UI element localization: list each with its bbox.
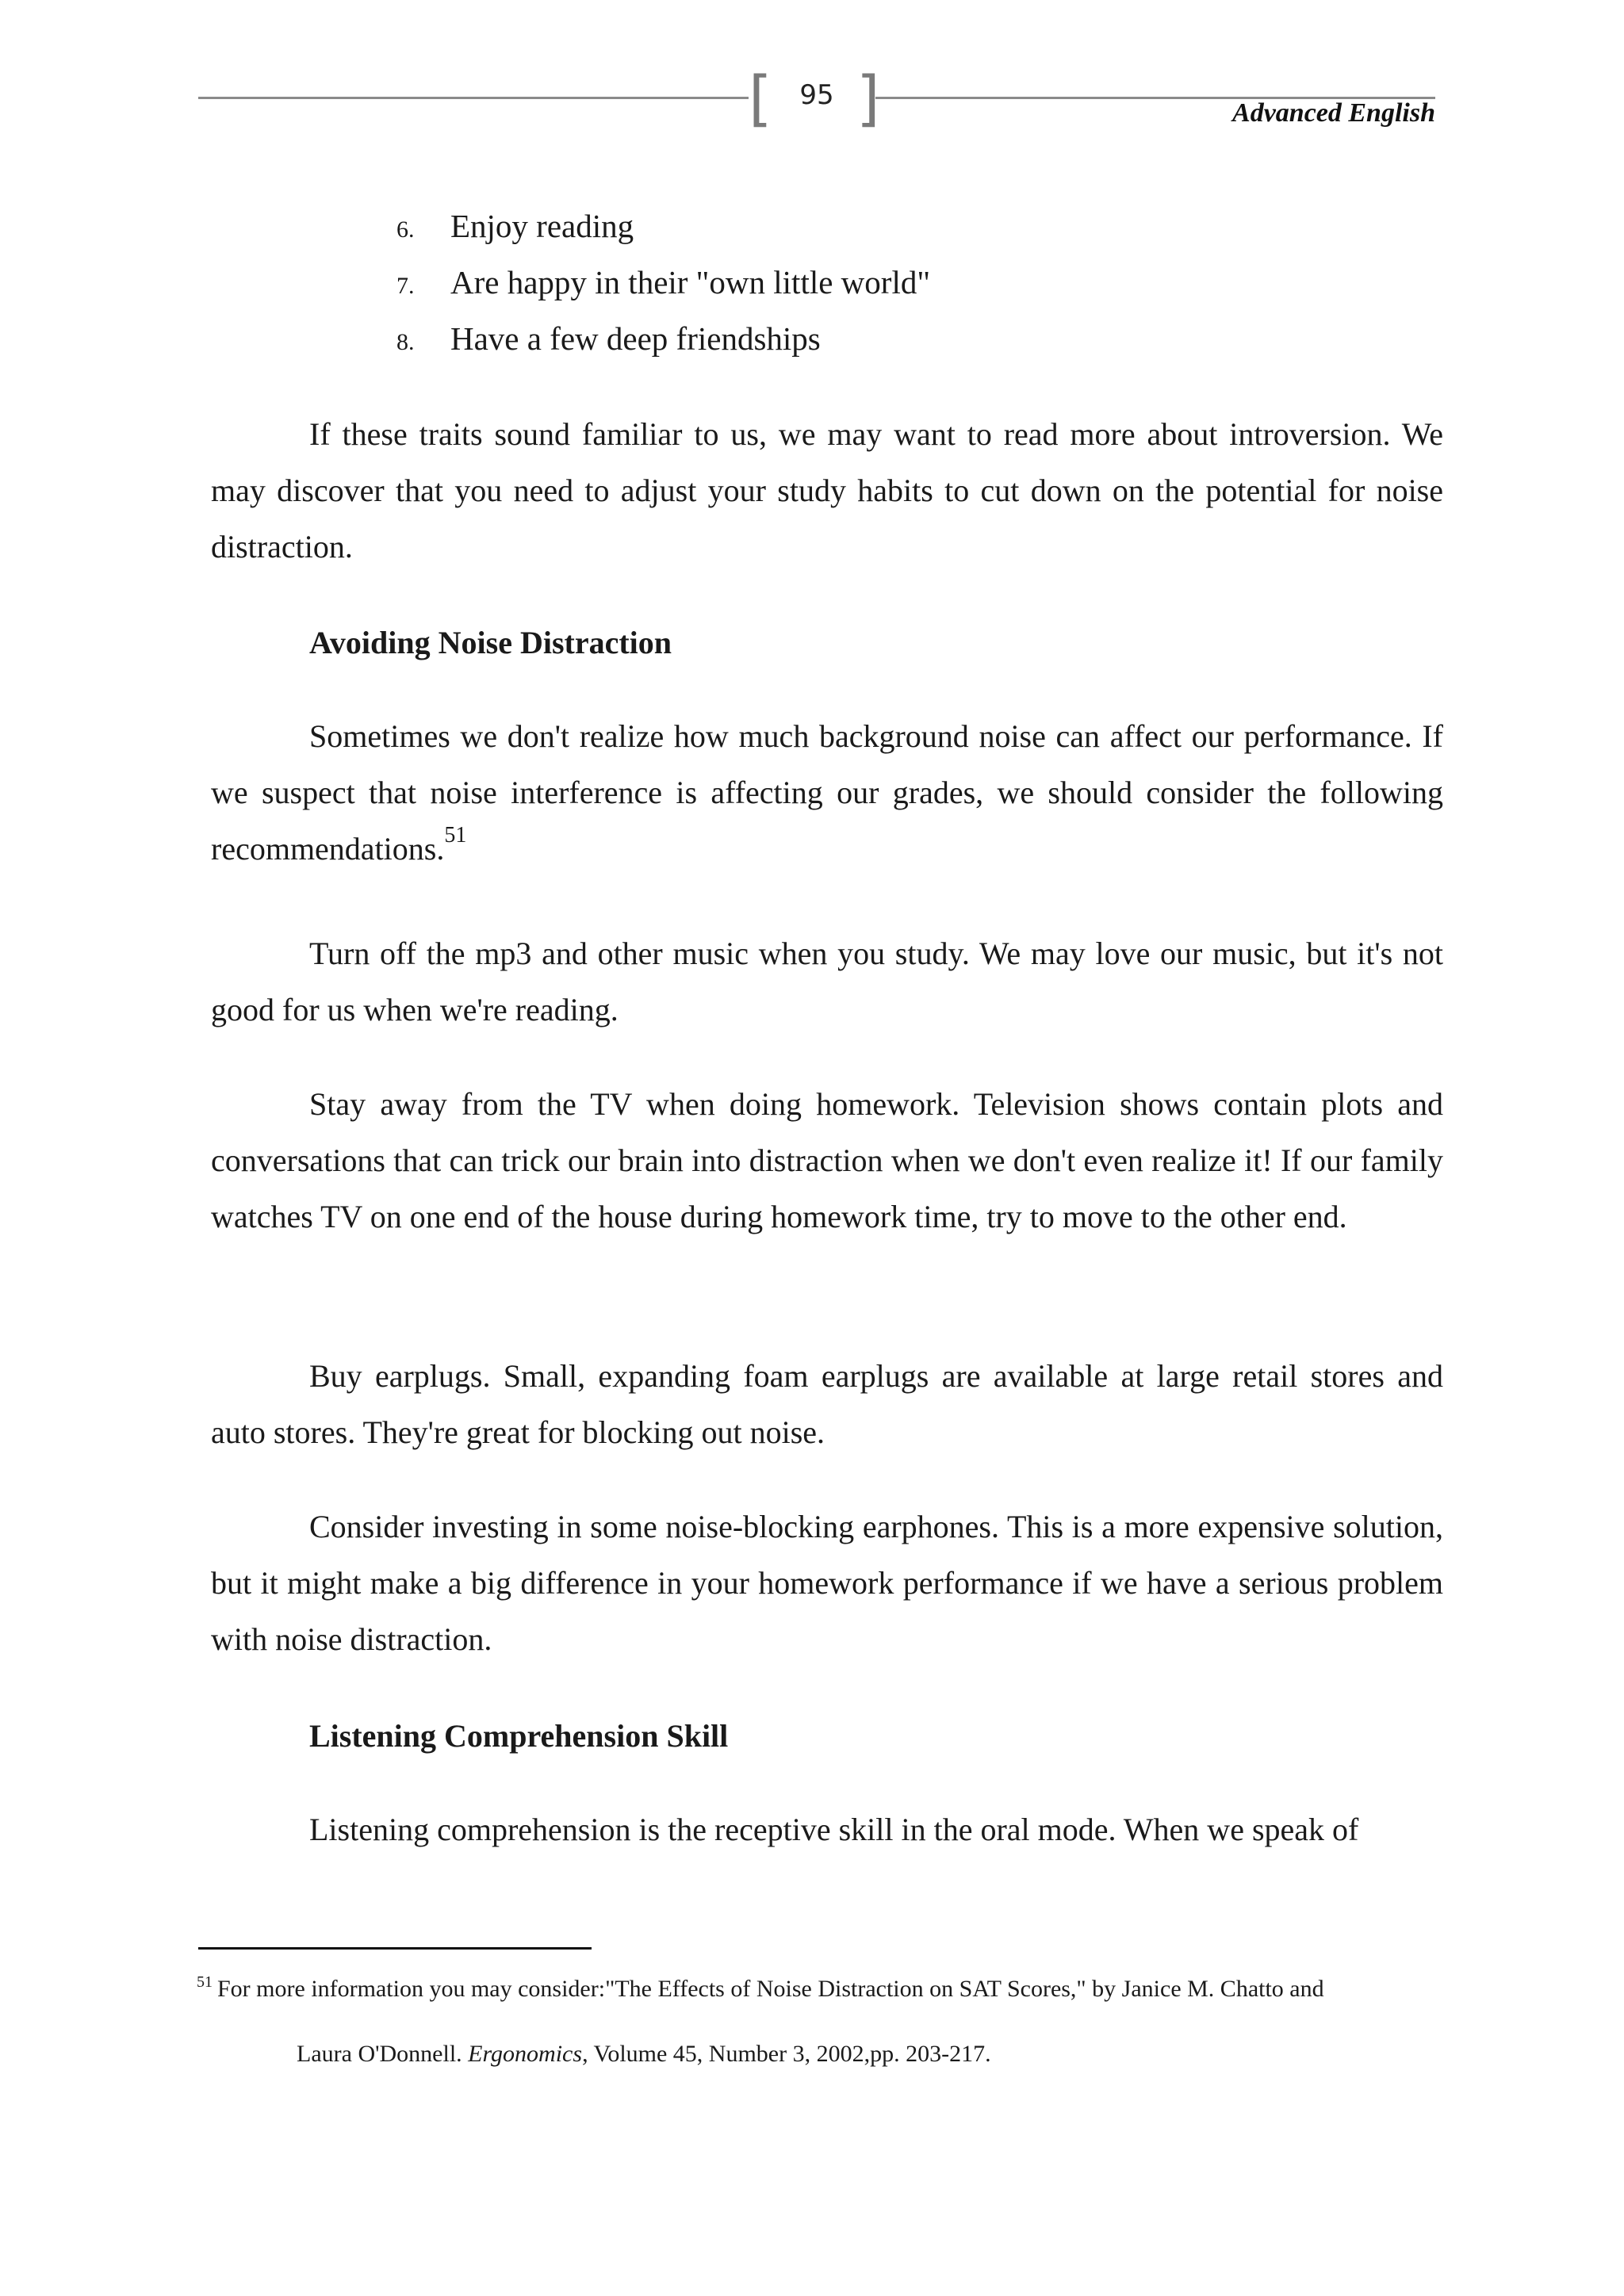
right-bracket-ornament: ] (856, 63, 880, 133)
heading-avoiding-noise: Avoiding Noise Distraction (309, 625, 672, 660)
paragraph-background-noise: Sometimes we don't realize how much background noise can affect our performance. If we suspect that noise interference is affecting our grades, we should consider the following recommendations.$^{51}$ (211, 718, 1443, 867)
heading-listening-comprehension: Listening Comprehension Skill (309, 1718, 729, 1754)
page-number: 95 (799, 79, 834, 111)
journal-title: Ergonomics (468, 2041, 583, 2067)
paragraph-listening: Listening comprehension is the receptive skill in the oral mode. When we speak of (309, 1812, 1359, 1847)
numbered-list (396, 198, 930, 367)
footnote-number: 51 (197, 1973, 213, 1991)
paragraph-tv: Stay away from the TV when doing homework. Television shows contain plots and conversations that can trick our brain into distraction when we don't even realize it! If our family watches TV on one end of the house during homework time, try to move to the other end. (211, 1086, 1443, 1234)
list-item: 7. Are happy in their "own little world" (396, 264, 931, 300)
footnote: $^{51}$ For more information you may consider:"The Effects of Noise Distraction on SAT Scores," by Janice M. Chatto and (197, 1973, 1324, 2002)
list-item: 8. Have a few deep friendships (396, 320, 821, 357)
footnote-separator (198, 1947, 592, 1950)
paragraph-music: Turn off the mp3 and other music when you study. We may love our music, but it's not good for us when we're reading. (211, 936, 1443, 1027)
footnote-reference[interactable]: 51 (444, 823, 467, 848)
running-title: Advanced English (1232, 98, 1435, 128)
footnote-continuation: Laura O'Donnell. Ergonomics, Volume 45, Number 3, 2002,pp. 203-217. (297, 2041, 991, 2067)
paragraph-earphones: Consider investing in some noise-blocking earphones. This is a more expensive solution, but it might make a big difference in your homework performance if we have a serious problem with noise distraction. (211, 1509, 1443, 1657)
header-rule-left (198, 97, 749, 99)
left-bracket-ornament: [ (749, 63, 772, 133)
paragraph-earplugs: Buy earplugs. Small, expanding foam earplugs are available at large retail stores and auto stores. They're great for blocking out noise. (211, 1358, 1443, 1450)
list-item: 6. Enjoy reading (396, 208, 634, 244)
paragraph-introversion: If these traits sound familiar to us, we may want to read more about introversion. We may discover that you need to adjust your study habits to cut down on the potential for noise distraction. (211, 416, 1443, 564)
